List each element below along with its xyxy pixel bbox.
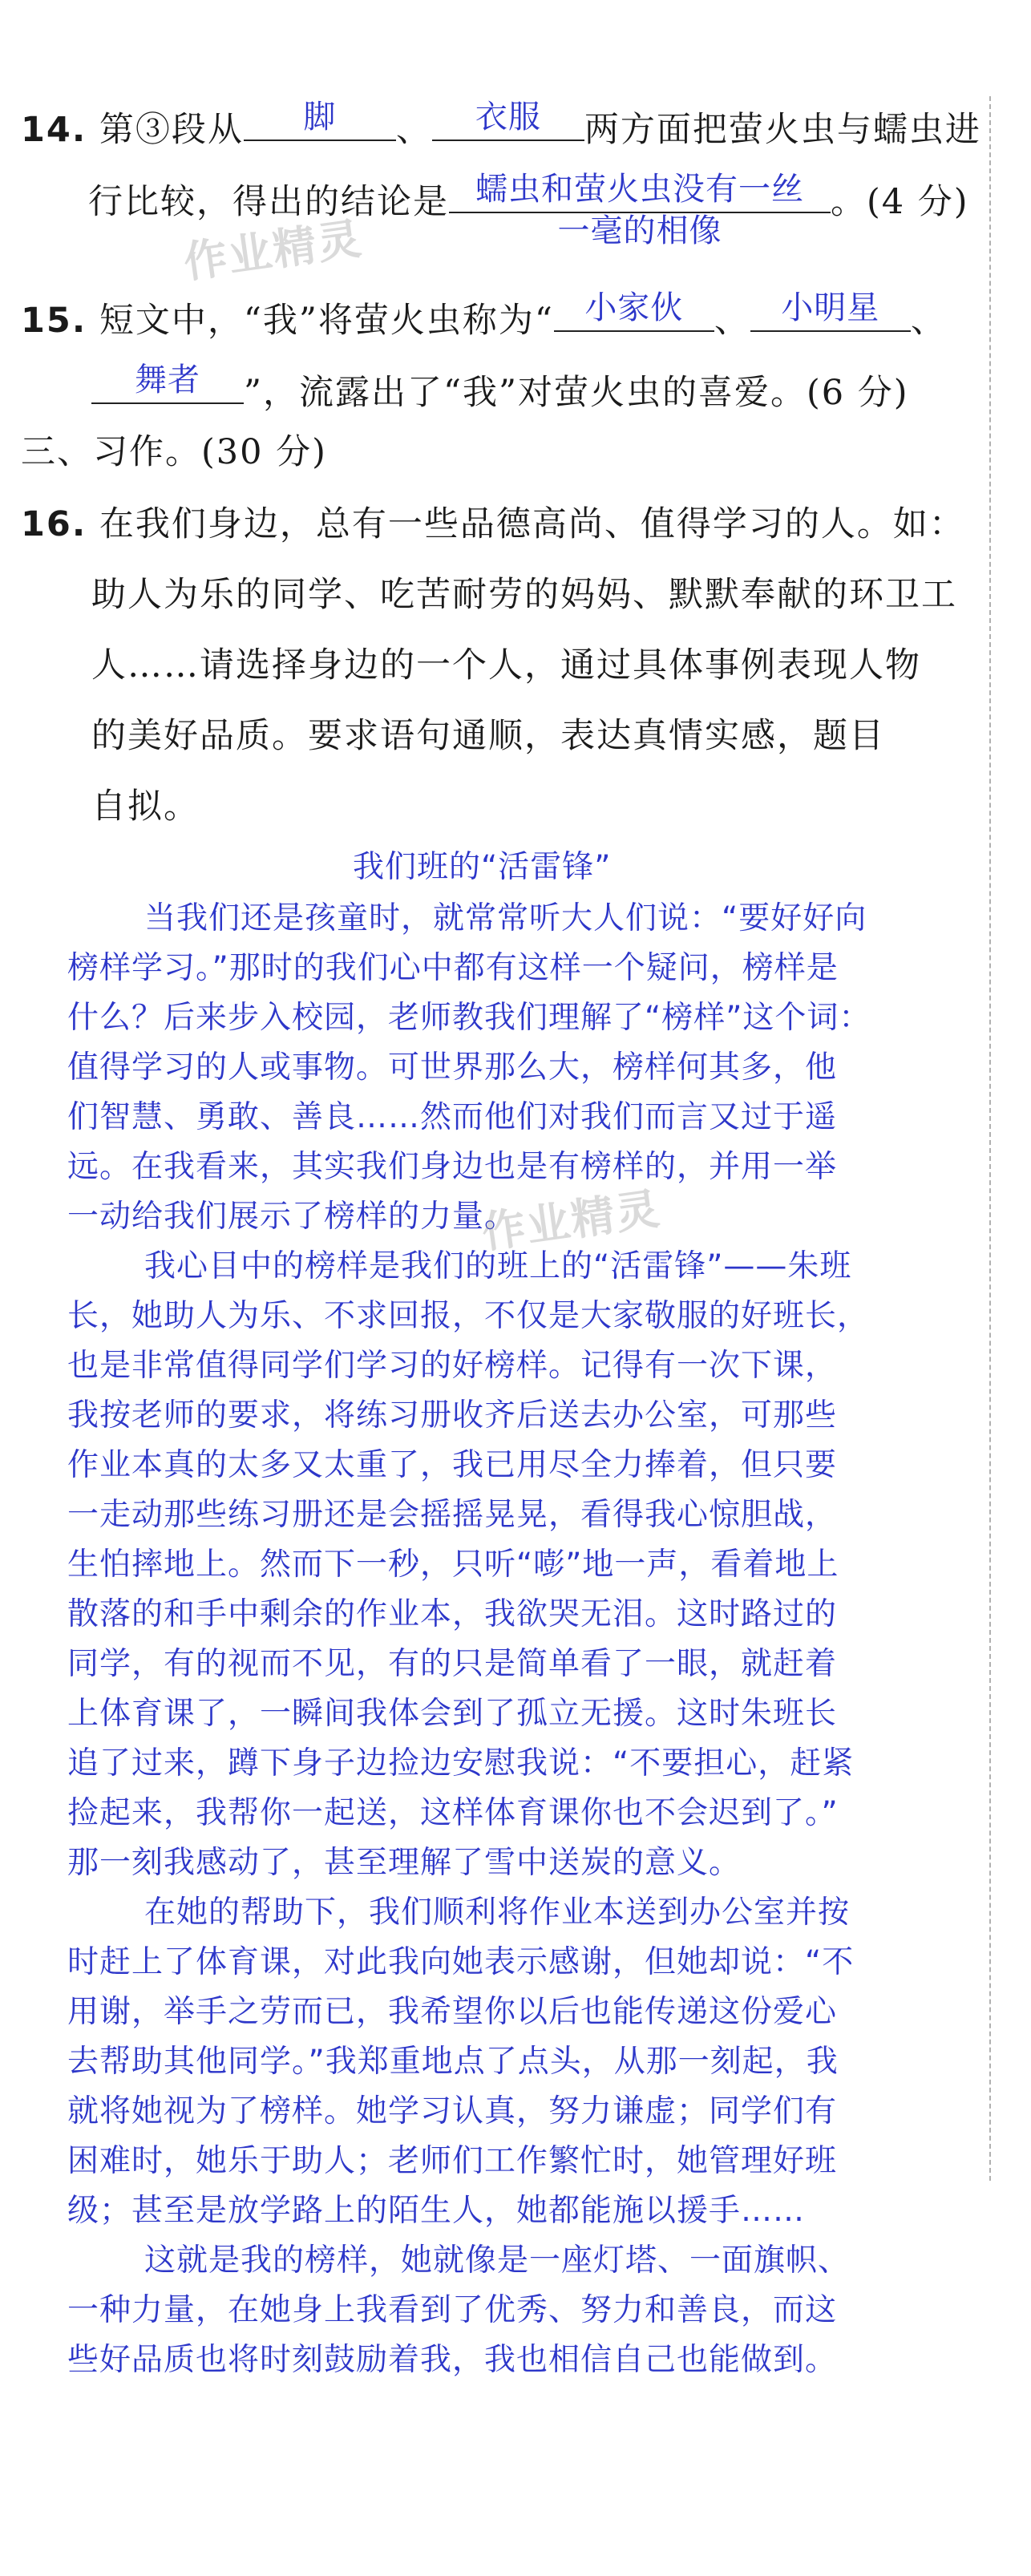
q14-blank-2[interactable] xyxy=(432,95,584,141)
essay-line: 那一刻我感动了，甚至理解了雪中送炭的意义。 xyxy=(67,1845,742,1881)
q16-number: 16. xyxy=(21,504,87,544)
essay-line: 级；甚至是放学路上的陌生人，她都能施以援手…… xyxy=(67,2193,806,2229)
q16-line1 xyxy=(21,502,965,547)
essay-line: 困难时，她乐于助人；老师们工作繁忙时，她管理好班 xyxy=(67,2143,838,2179)
q14-line2 xyxy=(88,167,969,249)
essay-line: 上体育课了，一瞬间我体会到了孤立无援。这时朱班长 xyxy=(67,1696,838,1732)
q15-text-b: ”，流露出了“我”对萤火虫的喜爱。(6 分) xyxy=(244,373,909,413)
q14-text-a: 第③段从 xyxy=(99,110,244,150)
essay-line: 我按老师的要求，将练习册收齐后送去办公室，可那些 xyxy=(67,1397,838,1434)
essay-line: 当我们还是孩童时，就常常听大人们说：“要好好向 xyxy=(144,900,867,936)
q14-blank-1[interactable] xyxy=(244,95,396,141)
essay-line: 同学，有的视而不见，有的只是简单看了一眼，就赶着 xyxy=(67,1646,838,1682)
q14-line2-text: 行比较，得出的结论是 xyxy=(88,182,449,222)
margin-dashed-line xyxy=(989,96,991,2181)
q14-number: 14. xyxy=(21,110,87,150)
q15-answer-3: 舞者 xyxy=(135,362,200,398)
essay-line: 散落的和手中剩余的作业本，我欲哭无泪。这时路过的 xyxy=(67,1596,838,1632)
essay-line: 值得学习的人或事物。可世界那么大，榜样何其多，他 xyxy=(67,1049,838,1086)
q15-sep-1: 、 xyxy=(714,301,750,341)
essay-line: 什么？后来步入校园，老师教我们理解了“榜样”这个词： xyxy=(67,1000,871,1036)
essay-line: 也是非常值得同学们学习的好榜样。记得有一次下课， xyxy=(67,1348,838,1384)
essay-line: 一走动那些练习册还是会摇摇晃晃，看得我心惊胆战， xyxy=(67,1497,838,1533)
q15-line2 xyxy=(91,358,909,415)
q15-blank-2[interactable] xyxy=(750,285,911,332)
essay-title: 我们班的“活雷锋” xyxy=(353,849,612,885)
essay-line: 生怕摔地上。然而下一秒，只听“嘭”地一声，看着地上 xyxy=(67,1547,839,1583)
q14-answer-3b: 一毫的相像 xyxy=(557,212,722,249)
q16-prompt-line-1: 在我们身边，总有一些品德高尚、值得学习的人。如： xyxy=(99,504,965,544)
essay-line: 用谢，举手之劳而已，我希望你以后也能传递这份爱心 xyxy=(67,1994,838,2030)
q14-line1 xyxy=(21,95,981,152)
q15-sep-2: 、 xyxy=(910,301,947,341)
q16-prompt-line-4: 的美好品质。要求语句通顺，表达真情实感，题目 xyxy=(91,716,885,756)
essay-line: 追了过来，蹲下身子边捡边安慰我说：“不要担心，赶紧 xyxy=(67,1745,855,1781)
q15-blank-1[interactable] xyxy=(554,285,714,332)
q14-sep: 、 xyxy=(395,110,432,150)
q15-blank-3[interactable] xyxy=(91,358,244,404)
essay-line: 长，她助人为乐、不求回报，不仅是大家敬服的好班长， xyxy=(67,1298,870,1334)
q14-score: 。(4 分) xyxy=(831,182,969,222)
essay-line: 一种力量，在她身上我看到了优秀、努力和善良，而这 xyxy=(67,2292,838,2328)
essay-line: 们智慧、勇敢、善良……然而他们对我们而言又过于遥 xyxy=(67,1099,838,1135)
essay-line: 作业本真的太多又太重了，我已用尽全力捧着，但只要 xyxy=(67,1447,838,1483)
essay-line: 远。在我看来，其实我们身边也是有榜样的，并用一举 xyxy=(67,1149,838,1185)
essay-line: 些好品质也将时刻鼓励着我，我也相信自己也能做到。 xyxy=(67,2342,838,2378)
essay-line: 去帮助其他同学。”我郑重地点了点头，从那一刻起，我 xyxy=(67,2044,839,2080)
q14-answer-2: 衣服 xyxy=(475,99,541,135)
essay-line: 我心目中的榜样是我们的班上的“活雷锋”——朱班 xyxy=(144,1248,852,1284)
q14-text-b: 两方面把萤火虫与蠕虫进 xyxy=(584,110,981,150)
q14-answer-1: 脚 xyxy=(303,99,337,135)
q15-number: 15. xyxy=(21,301,87,341)
q14-answer-3a: 蠕虫和萤火虫没有一丝 xyxy=(475,171,804,208)
q15-answer-2: 小明星 xyxy=(781,289,880,326)
essay-line: 就将她视为了榜样。她学习认真，努力谦虚；同学们有 xyxy=(67,2093,838,2129)
q15-text-a: 短文中，“我”将萤火虫称为“ xyxy=(99,301,554,341)
essay-line: 在她的帮助下，我们顺利将作业本送到办公室并按 xyxy=(144,1895,851,1931)
q15-line1 xyxy=(21,285,947,343)
q14-blank-3[interactable] xyxy=(449,167,831,249)
essay-line: 捡起来，我帮你一起送，这样体育课你也不会迟到了。” xyxy=(67,1795,839,1831)
essay-line: 时赶上了体育课，对此我向她表示感谢，但她却说：“不 xyxy=(67,1944,855,1980)
essay-line: 榜样学习。”那时的我们心中都有这样一个疑问，榜样是 xyxy=(67,950,839,986)
q16-prompt-line-3: 人……请选择身边的一个人，通过具体事例表现人物 xyxy=(91,645,921,685)
essay-line: 这就是我的榜样，她就像是一座灯塔、一面旗帜、 xyxy=(144,2242,851,2279)
q15-answer-1: 小家伙 xyxy=(584,289,684,326)
watermark-middle: 作业精灵 xyxy=(479,1183,664,1259)
section3-heading: 三、习作。(30 分) xyxy=(21,432,327,472)
essay-line: 一动给我们展示了榜样的力量。 xyxy=(67,1199,517,1235)
q16-prompt-line-5: 自拟。 xyxy=(91,787,200,827)
watermark-top: 作业精灵 xyxy=(180,212,366,289)
q16-prompt-line-2: 助人为乐的同学、吃苦耐劳的妈妈、默默奉献的环卫工 xyxy=(91,575,957,615)
